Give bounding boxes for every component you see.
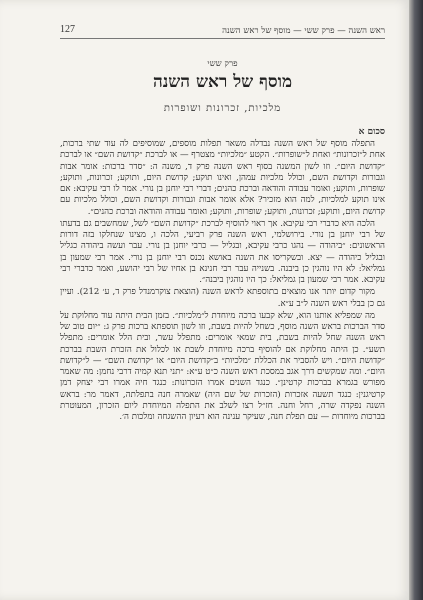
body-text [60, 139, 385, 424]
page-number: 127 [60, 24, 75, 35]
section-subtitle: מלכיות, זכרונות ושופרות [163, 103, 282, 114]
paragraph: מקור קדום יותר אנו מוצאים בתוספתא לראש השנה (הוצאת צוקרמנדל פרק ד, ע׳ 212). ועיין גם כן בבלי ראש השנה ל״ב ע״א. [60, 287, 385, 309]
running-title: ראש השנה — פרק ששי — מוסף של ראש השנה [222, 26, 385, 36]
book-edge [409, 0, 423, 600]
paragraph: התפלה מוסף של ראש השנה נבדלה משאר תפלות מוספים, שמוסיפים לה עוד שתי ברכות, אחת ל״זכרונות״ ואחת ל״שופרות״. הקטע ״מלכיות״ מצטרף — או לברכת ״קדושת השם״ או לברכת ״קדושת היום״. וזו לשון המשנה בסוף ראש השנה פרק ד, משנה ה: ״סדר ברכות: אומר אבות וגבורות וקדושת השם, וכולל מלכיות עמהן, ואינו תוקע; קדושת היום, ותוקע; זכרונות, ותוקע; שופרות, ותוקע; ואומר עבודה והודאה וברכת כהנים; דברי רבי יוחנן בן נורי. אמר לו רבי עקיבא: אם אינו תוקע למלכיות, למה הוא מזכיר? אלא אומר אבות וגבורות וקדושת השם, וכולל מלכיות עם קדושת היום, ותוקע; זכרונות, ותוקע; שופרות, ותוקע; ואומר עבודה והודאה וברכת כהנים״. [60, 139, 385, 217]
paragraph: מה שמפליא אותנו הוא, שלא קבעו ברכה מיוחדת ל״מלכיות״. בזמן הבית היתה עוד מחלוקת על סדר הברכות בראש השנה מוסף, כשחל להיות בשבת, וזו לשון תוספתא ברכות פרק ג: ״יום טוב של ראש השנה שחל להיות בשבת, בית שמאי אומרים: מתפלל עשר, ובית הלל אומרים: מתפלל תשע״. כן היתה מחלוקת אם להוסיף ברכה מיוחדת לשבת או לכלול את הזכרת השבת בברכת ״קדושת היום״. ויש להסביר את הכללת ״מלכיות״ ב״קדושת היום״ או ״קדושת השם״ — ל״קדושת היום״. ומה שמקשים דרך אגב במסכת ראש השנה כ״ט ע״א: ״תני תנא קמיה דרבי נחמן: מה שאמר מפורש בגמרא בברכות קרטינן״. כנגד השנים אמרו הזכרונות: כנגד חיה אמרו רבי יצחק דמן קרטיגנין: כנגד תשעה אזכרות (הזכרות של שם היה) שאמרה חנה בתפלתה, דאמר מר: בראש השנה נפקדה שרה, רחל וחנה. חז״ל רצו לשלב את התפלה המיוחדת ליום הזכרון, המעוטרת בברכות מיוחדות — עם תפלת חנה, שעיקר ענינה הוא רעיון ההשגחה ומלכות ה׳. [60, 310, 385, 422]
paragraph: הלכה היא כדברי רבי עקיבא. אך ראוי להוסיף לברכת ״קדושת השם״ לשל, שמחשבים גם בדעתו של רבי יוחנן בן נורי. בירושלמי, ראש השנה פרק רביעי, הלכה ו, מצינו שנחלקו בזה דורות הראשונים: ״ביהודה — נהגו כרבי עקיבא, ובגליל — כרבי יוחנן בן נורי. עבר ועשה ביהודה כגליל ובגליל כיהודה — יצא. ובשקריסו את השנה באושא נכנס רבי יוחנן בן נורי. אמר רבי שמעון בן גמליאל: לא היו נוהגין כן ביבנה. בשנייה עבר רבי חנינא בן אחיו של רבי יהושע, ואמר כדברי רבי עקיבא. אמר רבי שמעון בן גמליאל: כך היו נוהגין ביבנה״. [60, 218, 385, 285]
chapter-label: פרק ששי [207, 59, 238, 69]
section-label: סכום א [358, 127, 385, 137]
page-header [60, 24, 385, 39]
page-title: מוסף של ראש השנה [152, 72, 293, 92]
